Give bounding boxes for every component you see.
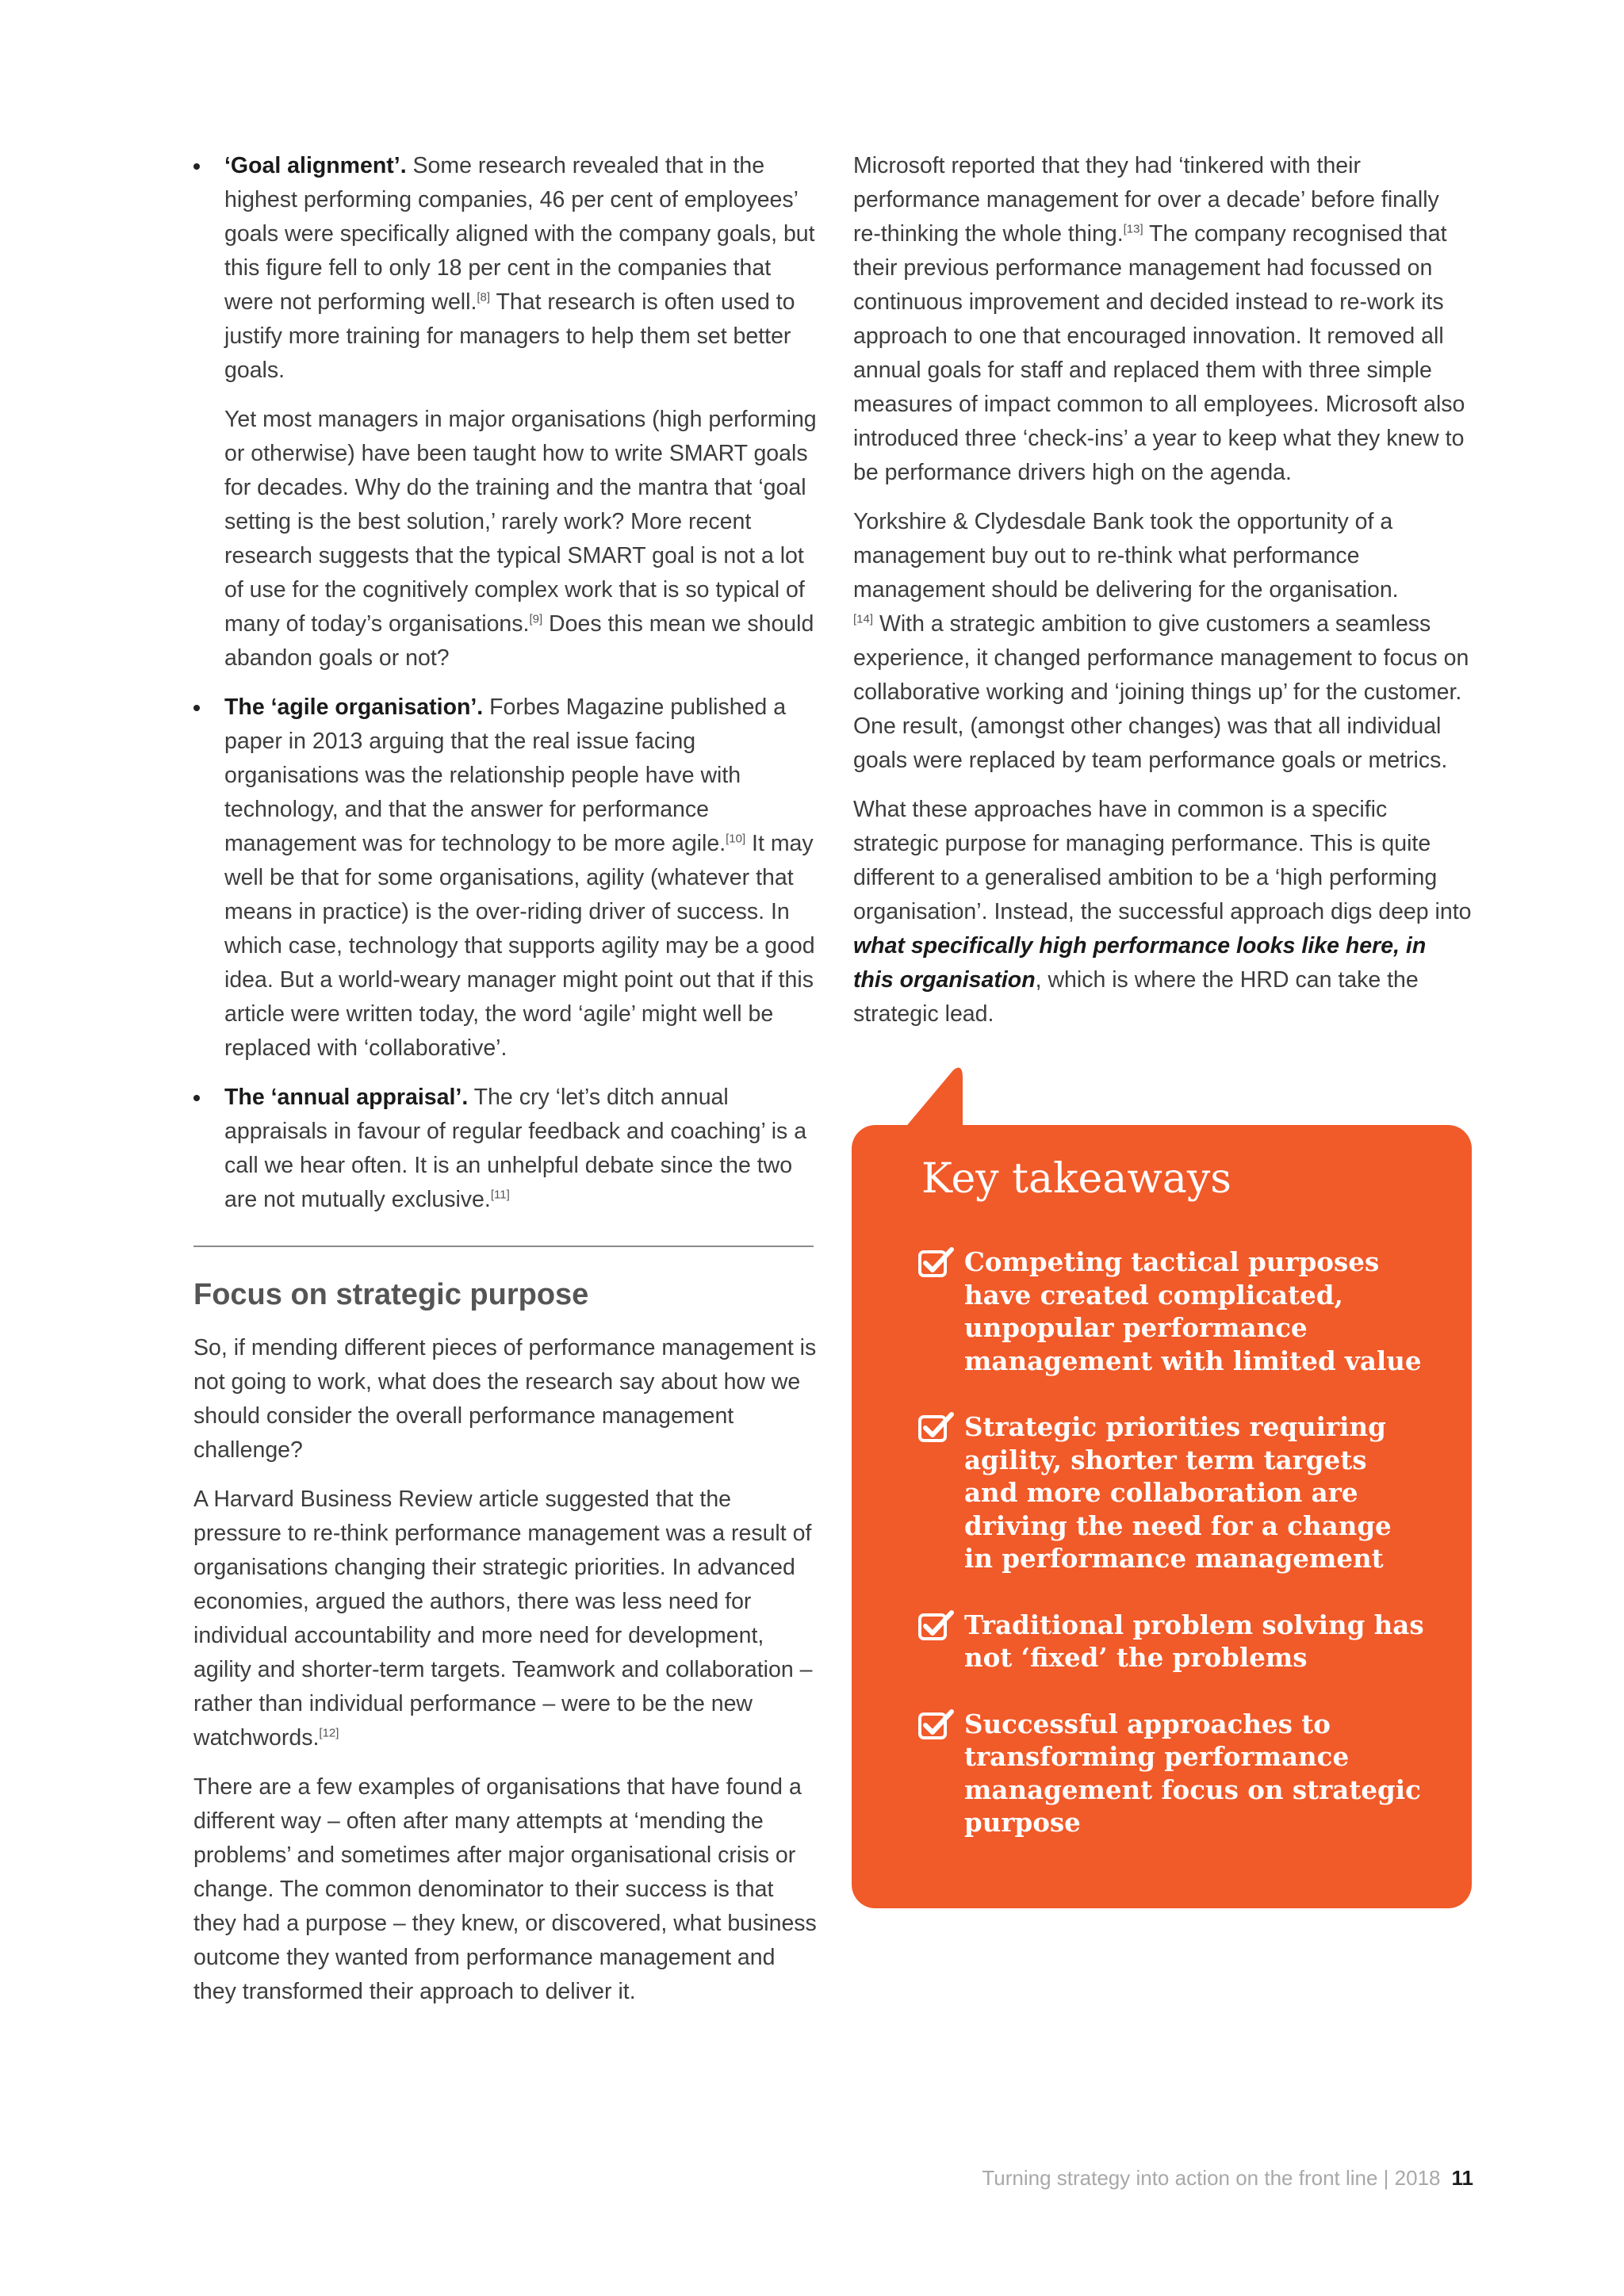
bullet-text: Does this mean we should abandon goals or not? bbox=[224, 611, 814, 671]
bullet-text: Forbes Magazine published a paper in 2013 arguing that the real issue facing organisations was the relationship people have with technology, and that the answer for performance management was for technology to be more agile. bbox=[224, 695, 787, 856]
page-number: 11 bbox=[1451, 2166, 1473, 2190]
footnote-ref: [12] bbox=[319, 1726, 339, 1740]
bullet-lead: The ‘agile organisation’. bbox=[224, 695, 484, 720]
takeaway-text: Traditional problem solving has not ‘fixed’ the problems bbox=[964, 1609, 1424, 1673]
bullet-lead: The ‘annual appraisal’. bbox=[224, 1085, 469, 1110]
bullet-text: Yet most managers in major organisations (high performing or otherwise) have been taught how to write SMART goals for decades. Why do the training and the mantra that ‘goal setting is the best solution,’ rarely work? More recent research suggests that the typical SMART goal is not a lot of use for the cognitively complex work that is so typical of many of today’s organisations. bbox=[224, 407, 817, 637]
body-paragraph bbox=[193, 1770, 817, 2009]
body-paragraph bbox=[853, 505, 1472, 778]
callout-pointer bbox=[904, 1067, 963, 1129]
bullet-goal-alignment bbox=[193, 149, 817, 675]
bullet-dot bbox=[193, 1095, 200, 1101]
checkbox-tick-icon bbox=[918, 1412, 955, 1444]
bullet-paragraph bbox=[224, 691, 817, 1066]
page-footer bbox=[982, 2166, 1473, 2191]
key-takeaways-box bbox=[852, 1125, 1472, 1908]
body-paragraph bbox=[853, 793, 1472, 1031]
right-column bbox=[853, 149, 1472, 1047]
checkbox-tick-icon bbox=[918, 1709, 955, 1741]
bullet-paragraph bbox=[224, 1081, 817, 1217]
paragraph-text: The company recognised that their previous performance management had focussed on continuous improvement and decided instead to re-work its approach to one that encouraged innovation. It removed all annual goals for staff and replaced them with three simple measures of impact common to all employees. Microsoft also introduced three ‘check-ins’ a year to keep what they knew to be performance drivers high on the agenda. bbox=[853, 221, 1465, 485]
section-heading: Focus on strategic purpose bbox=[193, 1278, 589, 1311]
takeaway-item bbox=[918, 1410, 1426, 1575]
footnote-ref: [11] bbox=[490, 1188, 510, 1202]
bullet-text: Some research revealed that in the highest performing companies, 46 per cent of employees’ goals were specifically aligned with the company goals, but this figure fell to only 18 per cent in the companies that were not performing well. bbox=[224, 153, 815, 315]
left-column bbox=[193, 149, 817, 2024]
checkbox-tick-icon bbox=[918, 1610, 955, 1642]
key-takeaways-title: Key takeaways bbox=[921, 1155, 1231, 1203]
paragraph-text: Yorkshire & Clydesdale Bank took the opportunity of a management buy out to re-think what performance management should be delivering for the organisation. bbox=[853, 509, 1399, 603]
footnote-ref: [14] bbox=[853, 612, 874, 626]
takeaway-text: Strategic priorities requiring agility, shorter term targets and more collaboration are driving the need for a change in performance management bbox=[964, 1411, 1392, 1574]
checkbox-tick-icon bbox=[918, 1247, 955, 1279]
takeaway-item bbox=[918, 1609, 1426, 1674]
body-paragraph bbox=[193, 1483, 817, 1755]
section-divider bbox=[193, 1246, 814, 1247]
key-takeaways-list bbox=[918, 1246, 1426, 1873]
takeaway-text: Competing tactical purposes have created complicated, unpopular performance management with limited value bbox=[964, 1246, 1422, 1376]
paragraph-text: , which is where the HRD can take the strategic lead. bbox=[853, 967, 1419, 1027]
bullet-dot bbox=[193, 705, 200, 711]
paragraph-text: There are a few examples of organisations that have found a different way – often after many attempts at ‘mending the problems’ and sometimes after major organisational crisis or change. The common denominator to their success is that they had a purpose – they knew, or discovered, what business outcome they wanted from performance management and they transformed their approach to deliver it. bbox=[193, 1774, 817, 2004]
bullet-text: That research is often used to justify more training for managers to help them set better goals. bbox=[224, 289, 795, 383]
footnote-ref: [9] bbox=[529, 612, 543, 626]
bullet-text: The cry ‘let’s ditch annual appraisals in favour of regular feedback and coaching’ is a call we hear often. It is an unhelpful debate since the two are not mutually exclusive. bbox=[224, 1085, 807, 1212]
emphasis-text: what specifically high performance looks like here, in this organisation bbox=[853, 933, 1427, 993]
footnote-ref: [10] bbox=[726, 832, 746, 846]
paragraph-text: With a strategic ambition to give customers a seamless experience, it changed performance management to focus on collaborative working and ‘joining things up’ for the customer. One result, (amongst other changes) was that all individual goals were replaced by team performance goals or metrics. bbox=[853, 611, 1469, 773]
bullet-lead: ‘Goal alignment’. bbox=[224, 153, 407, 178]
bullet-paragraph bbox=[224, 403, 817, 675]
body-paragraph bbox=[853, 149, 1472, 490]
takeaway-item bbox=[918, 1708, 1426, 1839]
paragraph-text: What these approaches have in common is a specific strategic purpose for managing performance. This is quite different to a generalised ambition to be a ‘high performing organisation’. Instead, the successful approach digs deep into bbox=[853, 797, 1472, 924]
takeaway-item bbox=[918, 1246, 1426, 1377]
bullet-text: It may well be that for some organisations, agility (whatever that means in practice) is the over-riding driver of success. In which case, technology that supports agility may be a good idea. But a world-weary manager might point out that if this article were written today, the word ‘agile’ might well be replaced with ‘collaborative’. bbox=[224, 831, 815, 1061]
bullet-annual-appraisal bbox=[193, 1081, 817, 1217]
takeaway-text: Successful approaches to transforming performance management focus on strategic purpose bbox=[964, 1708, 1421, 1838]
paragraph-text: A Harvard Business Review article suggested that the pressure to re-think performance management was a result of organisations changing their strategic priorities. In advanced economies, argued the authors, there was less need for individual accountability and more need for development, agility and shorter-term targets. Teamwork and collaboration – rather than individual performance – were to be the new watchwords. bbox=[193, 1487, 813, 1751]
bullet-dot bbox=[193, 163, 200, 170]
footnote-ref: [8] bbox=[477, 290, 491, 304]
paragraph-text: So, if mending different pieces of performance management is not going to work, what does the research say about how we should consider the overall performance management challenge? bbox=[193, 1335, 817, 1463]
bullet-paragraph bbox=[224, 149, 817, 388]
body-paragraph bbox=[193, 1331, 817, 1468]
bullet-list bbox=[193, 149, 817, 1217]
footnote-ref: [13] bbox=[1123, 222, 1143, 236]
paragraph-text: Microsoft reported that they had ‘tinkered with their performance management for over a decade’ before finally re-thinking the whole thing. bbox=[853, 153, 1439, 247]
bullet-agile-organisation bbox=[193, 691, 817, 1066]
footer-text: Turning strategy into action on the front line | 2018 bbox=[982, 2166, 1441, 2190]
